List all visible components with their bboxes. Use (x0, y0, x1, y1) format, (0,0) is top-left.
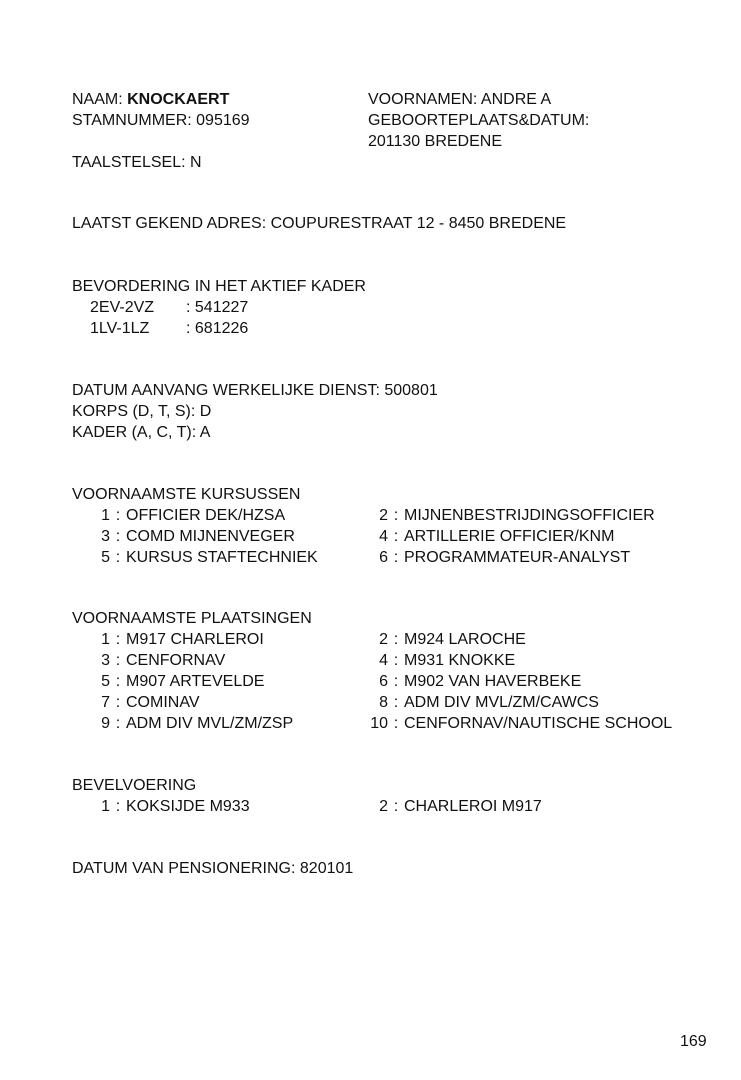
item-colon: : (393, 715, 399, 732)
bevelvoering-item (368, 797, 542, 817)
stamnummer-value: 095169 (196, 112, 250, 129)
bevordering-date: 681226 (194, 320, 249, 337)
item-text: M917 CHARLEROI (126, 631, 264, 648)
item-text: CENFORNAV/NAUTISCHE SCHOOL (404, 715, 673, 732)
kursus-item (368, 506, 655, 526)
item-number: 4 (379, 528, 388, 545)
plaatsing-item (90, 630, 264, 650)
kursus-item (90, 527, 295, 547)
item-colon: : (115, 631, 121, 648)
bevordering-item (90, 298, 248, 318)
item-text: MIJNENBESTRIJDINGSOFFICIER (404, 507, 655, 524)
item-text: COMINAV (126, 694, 200, 711)
kader-label: KADER (A, C, T): (72, 424, 197, 441)
bevordering-colon: : (186, 320, 195, 337)
item-text: M907 ARTEVELDE (126, 673, 265, 690)
bevordering-date: 541227 (194, 299, 249, 316)
item-colon: : (115, 528, 121, 545)
item-number: 8 (379, 694, 388, 711)
item-number: 1 (101, 798, 110, 815)
taalstelsel-label: TAALSTELSEL: (72, 154, 186, 171)
item-number: 3 (101, 528, 110, 545)
adres-value: COUPURESTRAAT 12 - 8450 BREDENE (270, 215, 567, 232)
item-number: 6 (379, 673, 388, 690)
taalstelsel-value: N (189, 154, 202, 171)
pensioen-line (72, 859, 353, 879)
bevelvoering-title: BEVELVOERING (72, 777, 197, 794)
kursussen-title: VOORNAAMSTE KURSUSSEN (72, 486, 301, 503)
geboorte-label: GEBOORTEPLAATS&DATUM: (368, 112, 590, 129)
voornamen-value: ANDRE A (480, 91, 552, 108)
voornamen-label: VOORNAMEN: (368, 91, 478, 108)
plaatsing-item (90, 693, 199, 713)
item-colon: : (115, 652, 121, 669)
item-text: M931 KNOKKE (404, 652, 516, 669)
item-number: 9 (101, 715, 110, 732)
korps-label: KORPS (D, T, S): (72, 403, 196, 420)
stamnummer-label: STAMNUMMER: (72, 112, 192, 129)
item-colon: : (393, 652, 399, 669)
korps-line (72, 402, 211, 422)
item-text: ARTILLERIE OFFICIER/KNM (404, 528, 615, 545)
item-number: 1 (101, 631, 110, 648)
aanvang-label: DATUM AANVANG WERKELIJKE DIENST: (72, 382, 380, 399)
plaatsingen-title: VOORNAAMSTE PLAATSINGEN (72, 610, 312, 627)
item-number: 7 (101, 694, 110, 711)
adres-line (72, 214, 566, 234)
item-number: 2 (379, 507, 388, 524)
item-colon: : (393, 798, 399, 815)
kursus-item (368, 527, 614, 547)
item-text: ADM DIV MVL/ZM/ZSP (126, 715, 294, 732)
kursus-item (368, 548, 630, 568)
aanvang-value: 500801 (384, 382, 438, 399)
plaatsing-item (368, 693, 599, 713)
page-number: 169 (680, 1033, 707, 1050)
item-text: PROGRAMMATEUR-ANALYST (404, 549, 631, 566)
item-colon: : (115, 673, 121, 690)
item-text: ADM DIV MVL/ZM/CAWCS (404, 694, 599, 711)
item-number: 3 (101, 652, 110, 669)
item-text: CENFORNAV (126, 652, 226, 669)
korps-value: D (199, 403, 212, 420)
item-colon: : (393, 528, 399, 545)
naam-line (72, 90, 229, 110)
item-colon: : (115, 715, 121, 732)
bevordering-item (90, 319, 248, 339)
taalstelsel-line (72, 153, 202, 173)
item-colon: : (393, 694, 399, 711)
item-colon: : (115, 549, 121, 566)
naam-value: KNOCKAERT (127, 91, 230, 108)
pensioen-label: DATUM VAN PENSIONERING: (72, 860, 296, 877)
item-number: 2 (379, 631, 388, 648)
item-text: COMD MIJNENVEGER (126, 528, 295, 545)
item-colon: : (115, 507, 121, 524)
item-colon: : (393, 507, 399, 524)
item-text: OFFICIER DEK/HZSA (126, 507, 286, 524)
item-colon: : (393, 549, 399, 566)
item-number: 10 (370, 715, 388, 732)
plaatsing-item (368, 630, 526, 650)
bevordering-colon: : (186, 299, 195, 316)
kursus-item (90, 548, 318, 568)
kader-value: A (199, 424, 211, 441)
item-colon: : (115, 694, 121, 711)
plaatsing-item (90, 651, 225, 671)
plaatsing-item (368, 651, 515, 671)
item-text: CHARLEROI M917 (404, 798, 542, 815)
item-number: 6 (379, 549, 388, 566)
bevelvoering-item (90, 797, 250, 817)
stamnummer-line (72, 111, 250, 131)
voornamen-line (368, 90, 551, 110)
plaatsing-item (368, 714, 672, 734)
item-number: 4 (379, 652, 388, 669)
bevordering-rank: 2EV-2VZ (90, 299, 155, 316)
plaatsing-item (368, 672, 581, 692)
bevordering-title: BEVORDERING IN HET AKTIEF KADER (72, 278, 366, 295)
kursus-item (90, 506, 285, 526)
item-colon: : (393, 631, 399, 648)
item-colon: : (393, 673, 399, 690)
item-number: 2 (379, 798, 388, 815)
item-text: M924 LAROCHE (404, 631, 526, 648)
item-number: 1 (101, 507, 110, 524)
pensioen-value: 820101 (299, 860, 354, 877)
item-number: 5 (101, 673, 110, 690)
item-colon: : (115, 798, 121, 815)
aanvang-line (72, 381, 438, 401)
item-text: M902 VAN HAVERBEKE (404, 673, 582, 690)
geboorte-value: 201130 BREDENE (368, 133, 502, 150)
plaatsing-item (90, 672, 264, 692)
plaatsing-item (90, 714, 293, 734)
bevordering-rank: 1LV-1LZ (90, 320, 150, 337)
naam-label: NAAM: (72, 91, 123, 108)
adres-label: LAATST GEKEND ADRES: (72, 215, 267, 232)
item-text: KURSUS STAFTECHNIEK (126, 549, 318, 566)
kader-line (72, 423, 210, 443)
item-number: 5 (101, 549, 110, 566)
item-text: KOKSIJDE M933 (126, 798, 250, 815)
